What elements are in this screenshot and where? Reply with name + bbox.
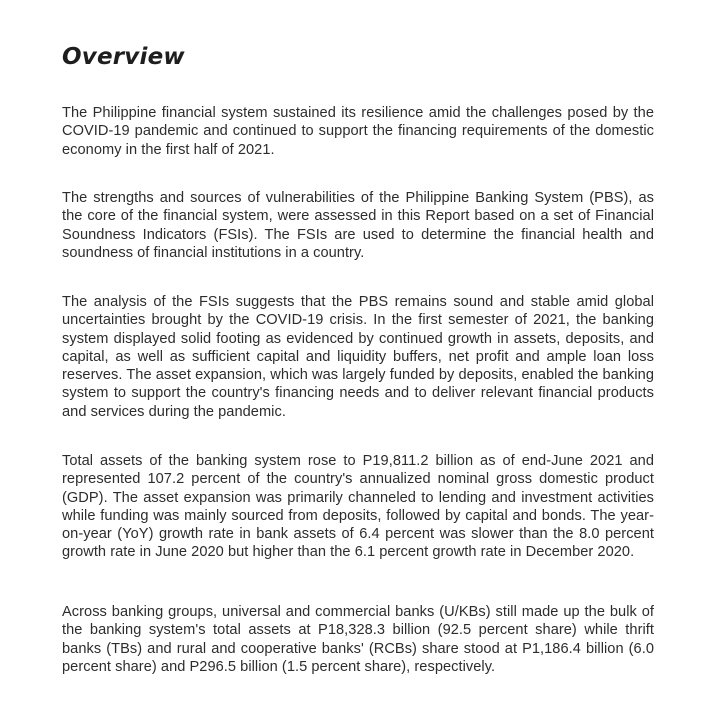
paragraph-total-assets: Total assets of the banking system rose to P19,811.2 billion as of end-June 2021 and represented 107.2 percent of the country's annualized nominal gross domestic product (GDP). The asset expansion was primarily channeled to lending and investment activities while funding was mainly sourced from deposits, followed by capital and bonds. The year-on-year (YoY) growth rate in bank assets of 6.4 percent was slower than the 8.0 percent growth rate in June 2020 but higher than the 6.1 percent growth rate in December 2020.: [62, 453, 654, 561]
section-title: Overview: [62, 44, 185, 70]
paragraph-intro: The Philippine financial system sustained its resilience amid the challenges posed by the COVID-19 pandemic and continued to support the financing requirements of the domestic economy in the first half of 2021.: [62, 105, 654, 158]
paragraph-banking-groups: Across banking groups, universal and commercial banks (U/KBs) still made up the bulk of the banking system's total assets at P18,328.3 billion (92.5 percent share) while thrift banks (TBs) and rural and cooperative banks' (RCBs) share stood at P1,186.4 billion (6.0 percent share) and P296.5 billion (1.5 percent share), respectively.: [62, 604, 654, 675]
paragraph-fsi-analysis: The analysis of the FSIs suggests that the PBS remains sound and stable amid global uncertainties brought by the COVID-19 crisis. In the first semester of 2021, the banking system displayed solid footing as evidenced by continued growth in assets, deposits, and capital, as well as sufficient capital and liquidity buffers, net profit and ample loan loss reserves. The asset expansion, which was largely funded by deposits, enabled the banking system to support the country's financing needs and to deliver relevant financial products and services during the pandemic.: [62, 294, 654, 420]
paragraph-fsi-assessment: The strengths and sources of vulnerabilities of the Philippine Banking System (PBS), as the core of the financial system, were assessed in this Report based on a set of Financial Soundness Indicators (FSIs). The FSIs are used to determine the financial health and soundness of financial institutions in a country.: [62, 190, 654, 261]
